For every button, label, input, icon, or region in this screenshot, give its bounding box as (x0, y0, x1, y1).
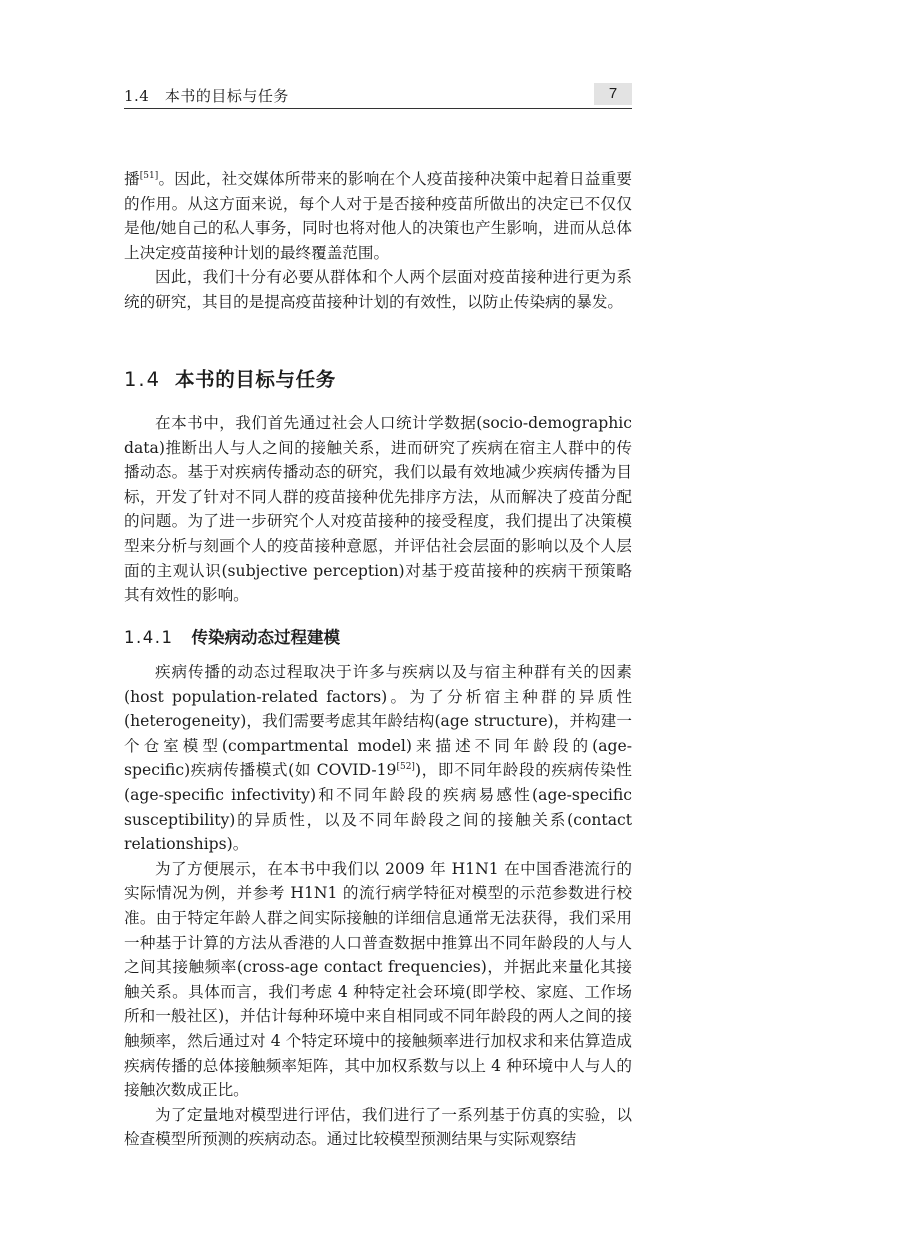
paragraph-text: )，即不同年龄段的疾病传染性(age-specific infectivity)和不同年龄段的疾病易感性(age-specific susceptibility)的异质性，以及不同年龄段之间的接触关系(contact relationships)。 (124, 761, 632, 854)
paragraph: 为了方便展示，在本书中我们以 2009 年 H1N1 在中国香港流行的实际情况为例，并参考 H1N1 的流行病学特征对模型的示范参数进行校准。由于特定年龄人群之间实际接触的详细信息通常无法获得，我们采用一种基于计算的方法从香港的人口普查数据中推算出不同年龄段的人与人之间其接触频率(cross-age contact frequencies)，并据此来量化其接触关系。具体而言，我们考虑 4 种特定社会环境(即学校、家庭、工作场所和一般社区)，并估计每种环境中来自相同或不同年龄段的两人之间的接触频率，然后通过对 4 个特定环境中的接触频率进行加权求和来估算造成疾病传播的总体接触频率矩阵，其中加权系数与以上 4 种环境中人与人的接触次数成正比。 (124, 859, 632, 1100)
paragraph (124, 660, 632, 857)
section-intro-block (124, 411, 632, 608)
subsection-number: 1.4.1 (124, 628, 174, 647)
top-text-block (124, 167, 632, 315)
running-header-title: 1.4 本书的目标与任务 (124, 87, 289, 105)
paragraph: 在本书中，我们首先通过社会人口统计学数据(socio-demographic data)推断出人与人之间的接触关系，进而研究了疾病在宿主人群中的传播动态。基于对疾病传播动态的研究，我们以最有效地减少疾病传播为目标，开发了针对不同人群的疫苗接种优先排序方法，从而解决了疫苗分配的问题。为了进一步研究个人对疫苗接种的接受程度，我们提出了决策模型来分析与刻画个人的疫苗接种意愿，并评估社会层面的影响以及个人层面的主观认识(subjective perception)对基于疫苗接种的疾病干预策略其有效性的影响。 (124, 414, 632, 605)
paragraph: 为了定量地对模型进行评估，我们进行了一系列基于仿真的实验，以检查模型所预测的疾病动态。通过比较模型预测结果与实际观察结 (124, 1105, 632, 1149)
citation: [52] (396, 762, 415, 773)
paragraph-text: 疾病传播的动态过程取决于许多与疾病以及与宿主种群有关的因素(host population-related factors)。为了分析宿主种群的异质性(heterogeneity)，我们需要考虑其年龄结构(age structure)，并构建一个仓室模型(compartmental model)来描述不同年龄段的(age-specific)疾病传播模式(如 COVID-19 (124, 663, 632, 780)
citation: [51] (139, 171, 159, 181)
paragraph-lead: 播 (124, 170, 140, 188)
subsection-body (124, 660, 632, 1152)
paragraph-continued (124, 167, 632, 265)
subsection-heading (124, 624, 340, 648)
paragraph-text: 。因此，社交媒体所带来的影响在个人疫苗接种决策中起着日益重要的作用。从这方面来说，每个人对于是否接种疫苗所做出的决定已不仅仅是他/她自己的私人事务，同时也将对他人的决策也产生影响，进而从总体上决定疫苗接种计划的最终覆盖范围。 (124, 170, 632, 262)
section-title: 本书的目标与任务 (175, 368, 336, 391)
page-number: 7 (594, 83, 632, 105)
paragraph: 因此，我们十分有必要从群体和个人两个层面对疫苗接种进行更为系统的研究，其目的是提高疫苗接种计划的有效性，以防止传染病的暴发。 (124, 268, 632, 311)
section-number: 1.4 (124, 368, 162, 391)
running-header (124, 83, 632, 109)
header-rule (124, 108, 632, 109)
section-heading (124, 364, 336, 392)
subsection-title: 传染病动态过程建模 (191, 628, 340, 647)
